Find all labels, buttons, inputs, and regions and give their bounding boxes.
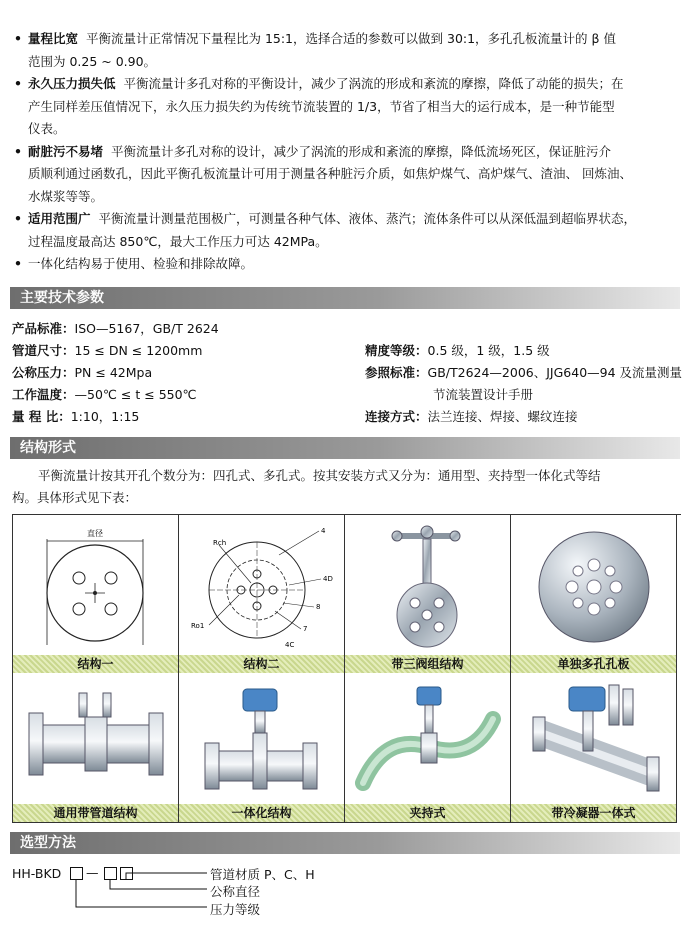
section-header-params: 主要技术参数	[10, 287, 680, 309]
feature-text: 过程温度最高达 850℃，最大工作压力可达 42MPa。	[28, 233, 328, 249]
diagram-label-4c: 4C	[285, 641, 295, 649]
feature-text: 范围为 0.25 ~ 0.90。	[28, 53, 157, 69]
bullet-icon: •	[14, 256, 22, 271]
option-pressure-grade: 压力等级	[210, 902, 261, 917]
figure-cell	[511, 673, 677, 823]
feature-text: 质顺利通过函数孔，因此平衡孔板流量计可用于测量各种脏污介质，如焦炉煤气、高炉煤气、渣油、 回炼油、	[28, 166, 632, 181]
feature-list	[12, 28, 680, 276]
bullet-icon: •	[14, 211, 22, 226]
feature-title: 耐脏污不易堵	[28, 143, 104, 159]
integrated-meter-icon	[179, 673, 345, 803]
feature-item	[12, 141, 680, 209]
spec-reference	[365, 362, 682, 384]
figure-caption: 带冷凝器一体式	[511, 804, 676, 822]
feature-text: 平衡流量计多孔对称的平衡设计，减少了涡流的形成和紊流的摩擦，降低了动能的损失；在	[123, 76, 624, 91]
figure-caption: 一体化结构	[179, 804, 344, 822]
flanged-pipe-icon	[13, 673, 179, 803]
selection-connector-lines	[12, 862, 672, 922]
diagram-label-ro1: Ro1	[191, 622, 205, 630]
spec-value: GB/T2624—2006、JJG640—94 及流量测量	[427, 365, 683, 380]
spec-connection	[365, 406, 578, 428]
orifice-plate-detail-drawing-icon	[179, 515, 345, 655]
feature-item	[12, 253, 680, 276]
feature-text: 平衡流量计测量范围极广，可测量各种气体、液体、蒸汽；流体条件可以从深低温到超临界状态，	[98, 211, 636, 226]
figure-cell	[511, 515, 677, 673]
spec-label: 精度等级：	[365, 343, 428, 358]
feature-text: 仪表。	[28, 121, 66, 136]
feature-text: 产生同样差压值情况下，永久压力损失约为传统节流装置的 1/3，节省了相当大的运行成本，是一种节能型	[28, 98, 615, 114]
diagram-label-4: 4	[321, 527, 326, 535]
spec-label: 公称压力：	[12, 365, 75, 380]
spec-label: 参照标准：	[365, 365, 428, 380]
spec-value: —50℃ ≤ t ≤ 550℃	[74, 387, 197, 402]
feature-item	[12, 73, 680, 141]
spec-temperature	[12, 384, 197, 406]
spec-value: 1:10，1:15	[70, 409, 140, 424]
condenser-integrated-icon	[511, 673, 677, 803]
feature-text: 平衡流量计正常情况下量程比为 15:1，选择合适的参数可以做到 30:1，多孔孔板流量计的 β 值	[85, 31, 616, 46]
diagram-label-7: 7	[303, 625, 308, 633]
spec-value: 节流装置设计手册	[433, 387, 534, 402]
figure-cell	[345, 673, 511, 823]
bullet-icon: •	[14, 143, 22, 159]
spec-value: ISO—5167，GB/T 2624	[74, 321, 219, 336]
figure-caption: 夹持式	[345, 804, 510, 822]
model-selection-code	[12, 862, 672, 922]
spec-standard	[12, 318, 219, 340]
intro-line: 构。具体形式见下表：	[12, 490, 138, 505]
feature-title: 永久压力损失低	[28, 76, 116, 91]
spec-label: 管道尺寸：	[12, 343, 75, 358]
spec-label: 工作温度：	[12, 387, 75, 402]
spec-pipe-size	[12, 340, 202, 362]
figure-caption: 带三阀组结构	[345, 655, 510, 673]
diagram-label-4d: 4D	[323, 575, 333, 583]
figure-cell	[179, 515, 345, 673]
orifice-plate-drawing-icon	[13, 515, 179, 655]
feature-text: 一体化结构易于使用、检验和排除故障。	[28, 256, 254, 271]
spec-value: 0.5 级，1 级，1.5 级	[427, 343, 550, 358]
figure-cell	[13, 673, 179, 823]
diameter-label: 直径	[87, 529, 103, 538]
spec-label: 产品标准：	[12, 321, 75, 336]
figure-caption: 结构一	[13, 655, 178, 673]
intro-line: 平衡流量计按其开孔个数分为：四孔式、多孔式。按其安装方式又分为：通用型、夹持型一体化式等结	[38, 468, 601, 483]
section-header-selection: 选型方法	[10, 832, 680, 854]
bullet-icon: •	[14, 31, 22, 46]
figure-cell	[179, 673, 345, 823]
spec-label: 连接方式：	[365, 409, 428, 424]
spec-value: PN ≤ 42Mpa	[74, 365, 153, 380]
feature-text: 水煤浆等等。	[28, 188, 104, 204]
code-dash: —	[86, 865, 99, 880]
figure-caption: 结构二	[179, 655, 344, 673]
feature-title: 适用范围广	[28, 211, 91, 226]
figure-cell	[13, 515, 179, 673]
figure-caption: 单独多孔孔板	[511, 655, 676, 673]
spec-reference-cont	[433, 384, 533, 406]
spec-value: 法兰连接、焊接、螺纹连接	[427, 409, 578, 424]
figure-cell	[345, 515, 511, 673]
structure-intro	[12, 465, 680, 509]
feature-item	[12, 208, 680, 253]
spec-value: 15 ≤ DN ≤ 1200mm	[74, 343, 203, 358]
diagram-label-rch: Rch	[213, 539, 227, 547]
option-nominal-diameter: 公称直径	[210, 884, 261, 899]
structure-figure-grid	[12, 514, 681, 823]
spec-range	[12, 406, 139, 428]
multi-hole-plate-icon	[511, 515, 677, 655]
figure-caption: 通用带管道结构	[13, 804, 178, 822]
spec-pressure	[12, 362, 152, 384]
option-pipe-material: 管道材质 P、C、H	[210, 867, 315, 882]
clamp-type-icon	[345, 673, 511, 803]
spec-accuracy	[365, 340, 550, 362]
diagram-label-8: 8	[316, 603, 321, 611]
bullet-icon: •	[14, 76, 22, 91]
feature-item	[12, 28, 680, 73]
three-valve-plate-icon	[345, 515, 511, 655]
model-code: HH-BKD	[12, 866, 62, 881]
spec-label: 量 程 比：	[12, 409, 71, 424]
feature-title: 量程比宽	[28, 31, 79, 46]
section-header-structure: 结构形式	[10, 437, 680, 459]
feature-text: 平衡流量计多孔对称的设计，减少了涡流的形成和紊流的摩擦，降低流场死区，保证脏污介	[110, 143, 611, 159]
